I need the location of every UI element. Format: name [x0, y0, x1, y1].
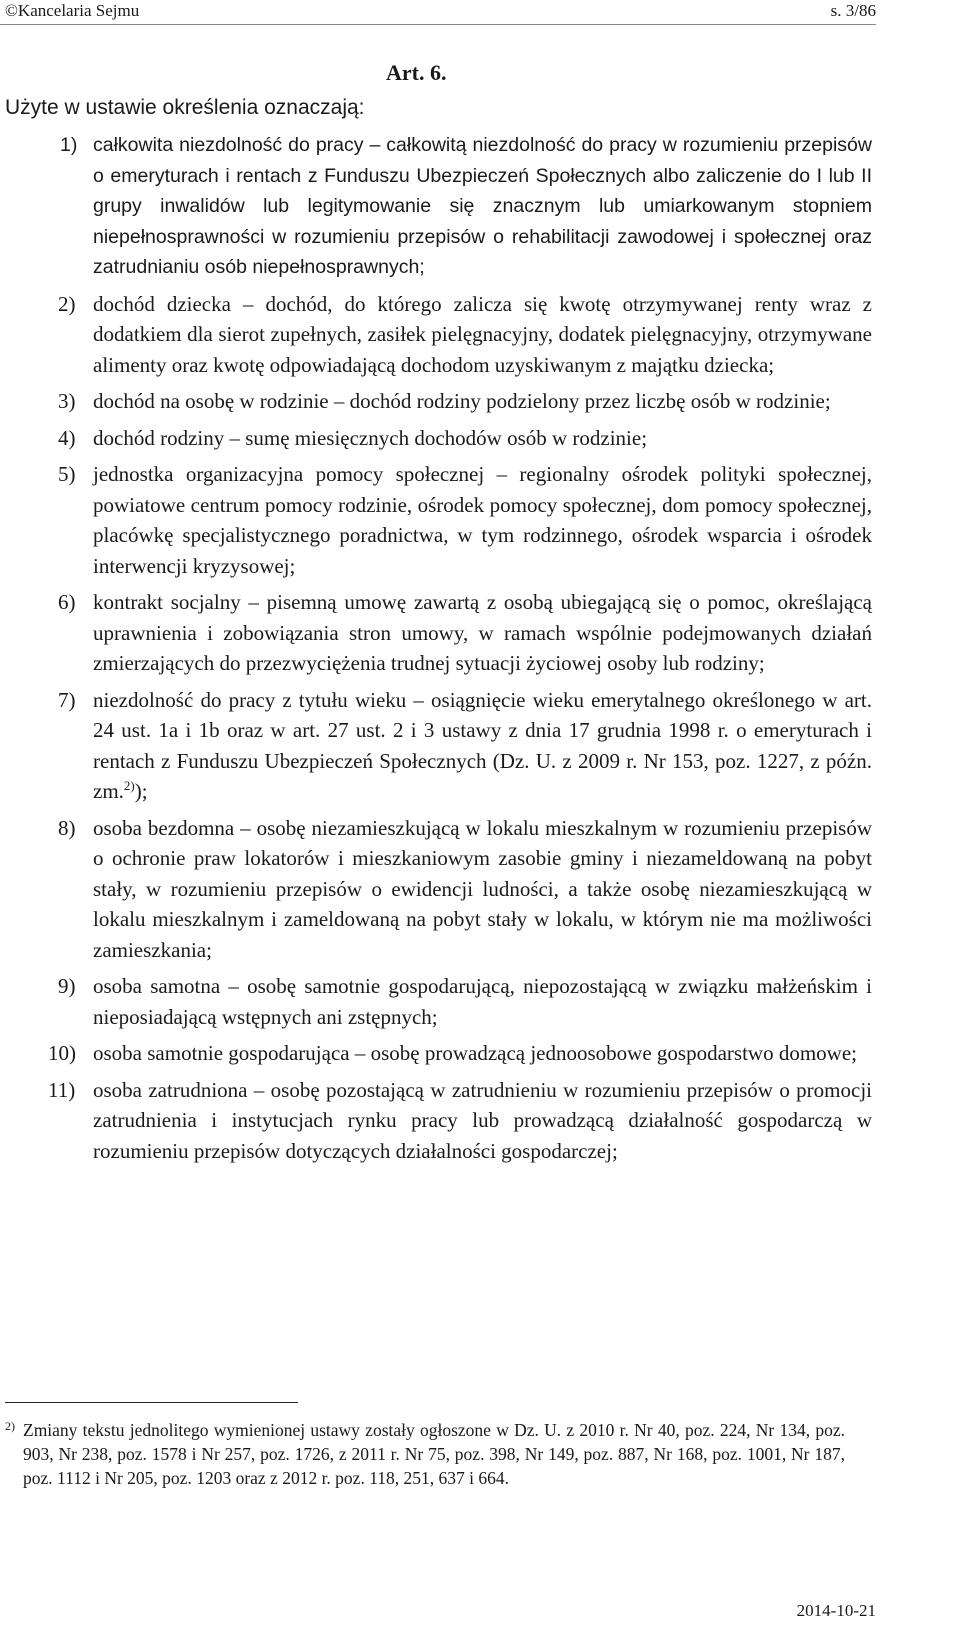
- footnote-divider: [5, 1402, 298, 1403]
- item-number: 1): [60, 134, 78, 156]
- item-text-tail: );: [134, 779, 148, 803]
- item-text: osoba samotna – osobę samotnie gospodarującą, niepozostającą w związku małżeńskim i nieposiadającą wstępnych ani zstępnych;: [93, 974, 872, 1029]
- article-intro: Użyte w ustawie określenia oznaczają:: [5, 96, 365, 119]
- item-number: 8): [58, 815, 76, 840]
- item-text: kontrakt socjalny – pisemną umowę zawartą z osobą ubiegającą się o pomoc, określającą uprawnienia i zobowiązania stron umowy, w ramach wspólnie podejmowanych działań zmierzających do przezwyciężenia trudnej sytuacji życiowej osoby lub rodziny;: [93, 590, 872, 675]
- item-text: niezdolność do pracy z tytułu wieku – osiągnięcie wieku emerytalnego określonego w art. 24 ust. 1a i 1b oraz w art. 27 ust. 2 i 3 ustawy z dnia 17 grudnia 1998 r. o emeryturach i rentach z Funduszu Ubezpieczeń Społecznych (Dz. U. z 2009 r. Nr 153, poz. 1227, z późn. zm.: [93, 687, 872, 803]
- item-text: dochód na osobę w rodzinie – dochód rodziny podzielony przez liczbę osób w rodzinie;: [93, 389, 831, 413]
- footnote-text: Zmiany tekstu jednolitego wymienionej ustawy zostały ogłoszone w Dz. U. z 2010 r. Nr 40, poz. 224, Nr 134, poz. 903, Nr 238, poz. 1578 i Nr 257, poz. 1726, z 2011 r. Nr 75, poz. 398, Nr 149, poz. 887, Nr 168, poz. 1001, Nr 187, poz. 1112 i Nr 205, poz. 1203 oraz z 2012 r. poz. 118, 251, 637 i 664.: [23, 1420, 845, 1488]
- item-number: 2): [58, 291, 76, 316]
- item-number: 10): [48, 1041, 76, 1065]
- footer-date: 2014-10-21: [796, 1601, 876, 1620]
- definition-item: [0, 130, 960, 283]
- definition-item: [0, 587, 960, 679]
- definition-item: [0, 685, 960, 807]
- item-number: 11): [48, 1077, 76, 1102]
- article-title: Art. 6.: [386, 60, 447, 85]
- item-text: osoba samotnie gospodarująca – osobę prowadzącą jednoosobowe gospodarstwo domowe;: [93, 1041, 857, 1065]
- definition-item: [0, 386, 960, 417]
- item-number: 7): [58, 687, 76, 712]
- item-text: dochód rodziny – sumę miesięcznych dochodów osób w rodzinie;: [93, 425, 648, 450]
- definition-item: [0, 1075, 960, 1167]
- header-page-number: s. 3/86: [830, 1, 876, 20]
- definition-item: [0, 423, 960, 454]
- item-number: 3): [58, 389, 76, 413]
- item-number: 6): [58, 590, 76, 614]
- footnote-reference: 2): [123, 778, 135, 793]
- header-copyright: ©Kancelaria Sejmu: [5, 1, 140, 20]
- item-number: 9): [58, 974, 76, 998]
- definition-item: [0, 1038, 960, 1069]
- definition-item: [0, 813, 960, 966]
- footnote-mark: 2): [5, 1419, 15, 1433]
- item-text: osoba zatrudniona – osobę pozostającą w zatrudnieniu w rozumieniu przepisów o promocji zatrudnienia i instytucjach rynku pracy lub prowadzącą działalność gospodarczą w rozumieniu przepisów dotyczących działalności gospodarczej;: [93, 1077, 872, 1163]
- header-divider: [0, 24, 876, 25]
- item-text: całkowita niezdolność do pracy – całkowitą niezdolność do pracy w rozumieniu przepisów o emeryturach i rentach z Funduszu Ubezpieczeń Społecznych albo zaliczenie do I lub II grupy inwalidów lub legitymowanie się znacznym lub umiarkowanym stopniem niepełnosprawności w rozumieniu przepisów o rehabilitacji zawodowej i społecznej oraz zatrudnianiu osób niepełnosprawnych;: [93, 134, 872, 278]
- footnote: [5, 1418, 845, 1490]
- item-text: jednostka organizacyjna pomocy społecznej – regionalny ośrodek polityki społecznej, powiatowe centrum pomocy rodzinie, ośrodek pomocy społecznej, dom pomocy społecznej, placówkę specjalistycznego poradnictwa, w tym rodzinnego, ośrodek wsparcia i ośrodek interwencji kryzysowej;: [93, 462, 872, 578]
- item-text: osoba bezdomna – osobę niezamieszkującą w lokalu mieszkalnym w rozumieniu przepisów o ochronie praw lokatorów i mieszkaniowym zasobie gminy i niezameldowaną na pobyt stały, w rozumieniu przepisów o ewidencji ludności, a także osobę niezamieszkującą w lokalu mieszkalnym i zameldowaną na pobyt stały w lokalu, w którym nie ma możliwości zamieszkania;: [93, 815, 872, 962]
- item-text: dochód dziecka – dochód, do którego zalicza się kwotę otrzymywanej renty wraz z dodatkiem dla sierot zupełnych, zasiłek pielęgnacyjny, dodatek pielęgnacyjny, otrzymywane alimenty oraz kwotę odpowiadającą dochodom uzyskiwanym z majątku dziecka;: [93, 291, 872, 377]
- definition-item: [0, 289, 960, 381]
- definition-item: [0, 971, 960, 1032]
- definitions-list: [0, 130, 960, 1172]
- item-number: 5): [58, 462, 76, 486]
- item-number: 4): [58, 425, 76, 450]
- definition-item: [0, 459, 960, 581]
